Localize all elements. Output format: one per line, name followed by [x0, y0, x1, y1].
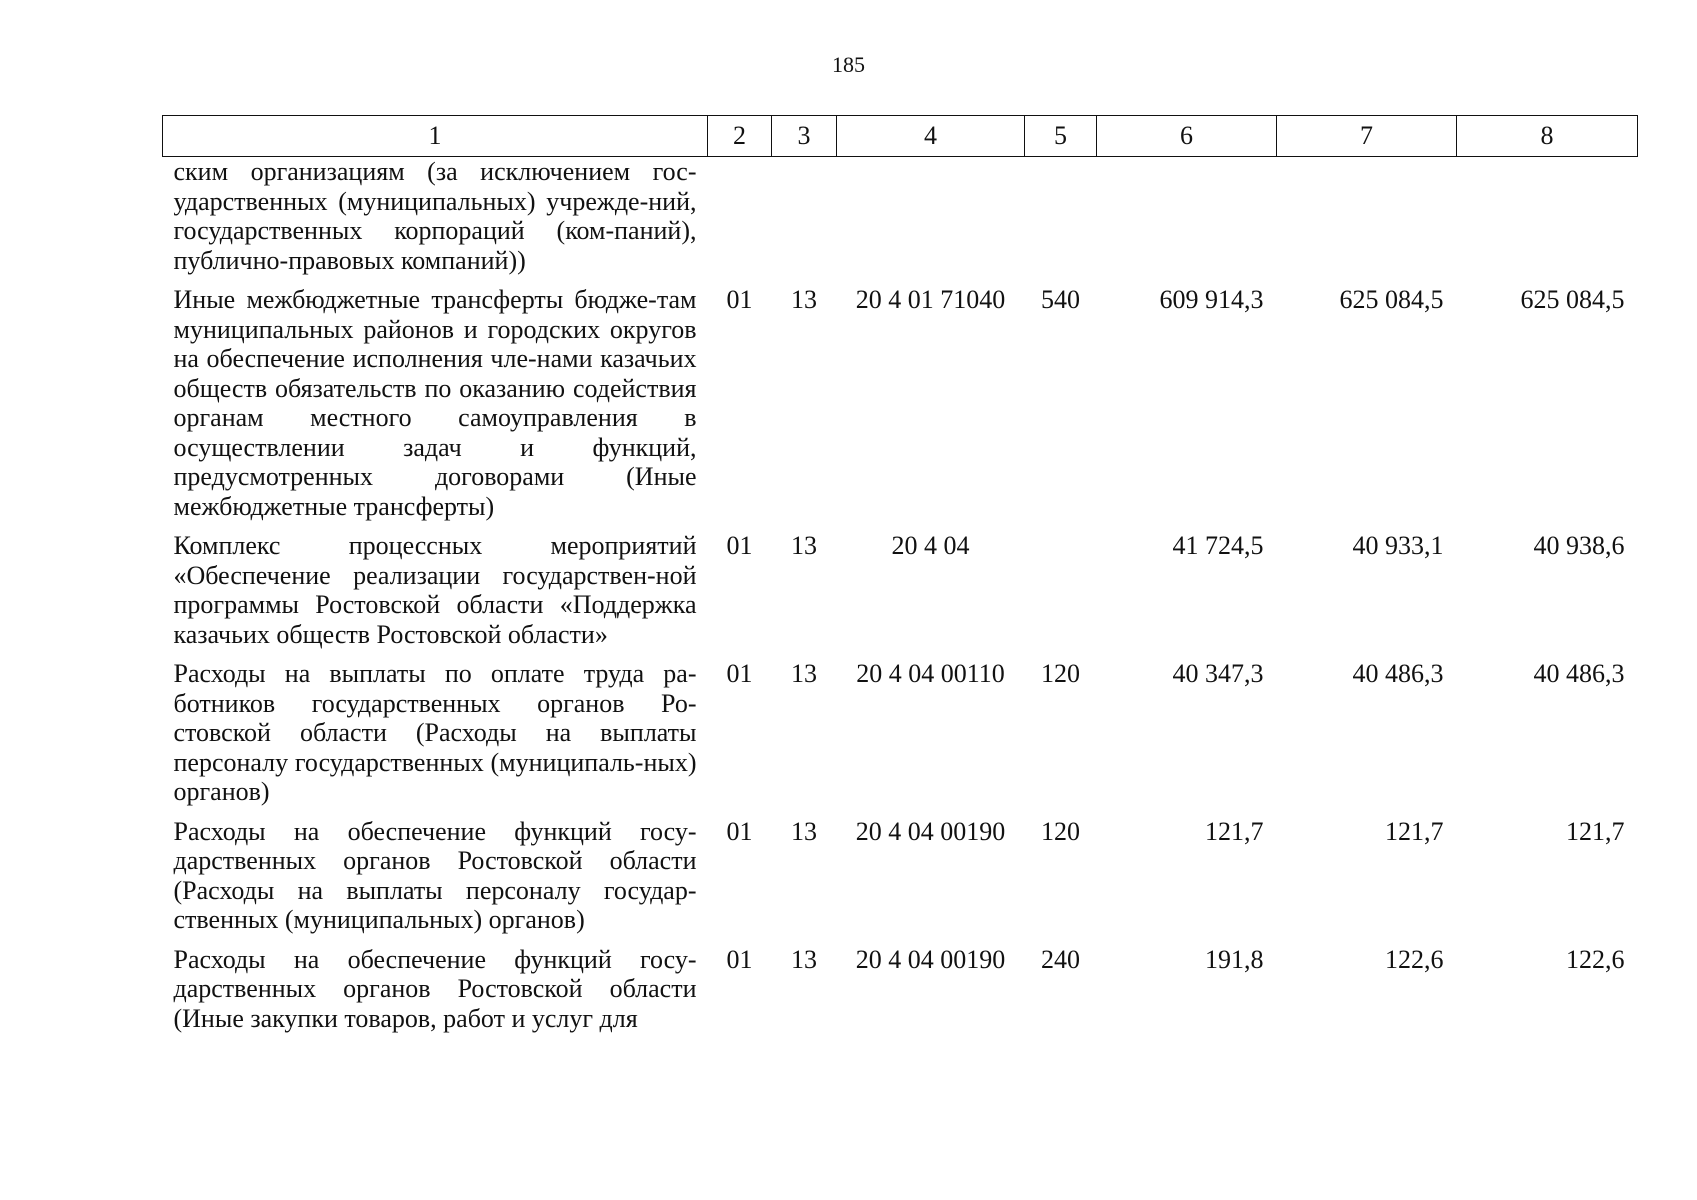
row-section [708, 157, 772, 286]
row-target-code: 20 4 04 00110 [856, 659, 1005, 688]
row-target-code: 20 4 04 [891, 531, 970, 560]
row-subsection: 13 [791, 659, 817, 688]
row-amount-col6: 40 347,3 [1172, 659, 1264, 688]
row-description: Расходы на обеспечение функций госу-дарственных органов Ростовской области (Расходы на выплаты персоналу государ-ственных (муниципальных) органов) [173, 816, 697, 934]
table-row [163, 817, 1638, 945]
budget-table [162, 115, 1638, 1043]
row-amount-col8: 121,7 [1566, 816, 1625, 846]
row-expense-type: 540 [1041, 285, 1080, 314]
table-row [163, 659, 1638, 817]
row-amount-col8: 122,6 [1566, 944, 1625, 974]
row-subsection: 13 [791, 944, 817, 974]
row-section: 01 [726, 285, 753, 314]
header-col-3: 3 [772, 116, 837, 157]
row-subsection: 13 [791, 531, 817, 560]
row-amount-col7: 40 933,1 [1352, 531, 1444, 560]
row-description: Иные межбюджетные трансферты бюдже-там муниципальных районов и городских округов на обеспечение исполнения чле-нами казачьих обществ обязательств по оказанию содействия органам местного самоуправления в осуществлении задач и функций, предусмотренных договорами (Иные межбюджетные трансферты) [173, 285, 697, 521]
row-amount-col6: 41 724,5 [1172, 531, 1264, 560]
row-section: 01 [726, 659, 753, 688]
table-row [163, 285, 1638, 531]
row-amount-col8 [1457, 157, 1638, 286]
header-col-2: 2 [708, 116, 772, 157]
row-amount-col6: 121,7 [1205, 816, 1264, 846]
row-subsection [772, 157, 837, 286]
row-target-code [837, 157, 1025, 286]
row-expense-type: 120 [1041, 659, 1080, 688]
row-section: 01 [726, 944, 753, 974]
row-amount-col8: 625 084,5 [1520, 285, 1625, 314]
row-expense-type [1025, 157, 1097, 286]
row-expense-type: 120 [1041, 816, 1080, 846]
row-section: 01 [726, 531, 753, 560]
row-amount-col6 [1097, 157, 1277, 286]
header-col-8: 8 [1457, 116, 1638, 157]
table-row [163, 157, 1638, 286]
row-amount-col7 [1277, 157, 1457, 286]
header-col-4: 4 [837, 116, 1025, 157]
row-description: Комплекс процессных мероприятий «Обеспечение реализации государствен-ной программы Ростовской области «Поддержка казачьих обществ Ростовской области» [173, 531, 697, 649]
header-col-6: 6 [1097, 116, 1277, 157]
row-subsection: 13 [791, 285, 817, 314]
row-target-code: 20 4 04 00190 [855, 944, 1006, 974]
row-amount-col7: 40 486,3 [1352, 659, 1444, 688]
table-row [163, 531, 1638, 659]
page-number: 185 [832, 52, 865, 77]
row-description: Расходы на выплаты по оплате труда ра-ботников государственных органов Ро-стовской области (Расходы на выплаты персоналу государственных (муниципаль-ных) органов) [173, 659, 697, 806]
row-amount-col7: 121,7 [1385, 816, 1444, 846]
header-col-5: 5 [1025, 116, 1097, 157]
row-amount-col7: 625 084,5 [1339, 285, 1444, 314]
row-amount-col8: 40 486,3 [1533, 659, 1625, 688]
row-amount-col6: 191,8 [1205, 944, 1264, 974]
row-amount-col8: 40 938,6 [1533, 531, 1625, 560]
header-row [163, 116, 1638, 157]
row-amount-col7: 122,6 [1385, 944, 1444, 974]
row-expense-type [1025, 531, 1097, 659]
table-header [163, 116, 1638, 157]
row-target-code: 20 4 04 00190 [855, 816, 1006, 846]
row-amount-col6: 609 914,3 [1159, 285, 1264, 314]
row-section: 01 [726, 816, 753, 846]
header-col-7: 7 [1277, 116, 1457, 157]
row-expense-type: 240 [1041, 944, 1080, 974]
row-description: ским организациям (за исключением гос-ударственных (муниципальных) учрежде-ний, государственных корпораций (ком-паний), публично-правовых компаний)) [173, 157, 697, 275]
row-target-code: 20 4 01 71040 [855, 285, 1006, 314]
header-col-1: 1 [163, 116, 708, 157]
table-row [163, 945, 1638, 1044]
row-subsection: 13 [791, 816, 817, 846]
table-body [163, 157, 1638, 1044]
row-description: Расходы на обеспечение функций госу-дарственных органов Ростовской области (Иные закупки товаров, работ и услуг для [173, 944, 697, 1033]
